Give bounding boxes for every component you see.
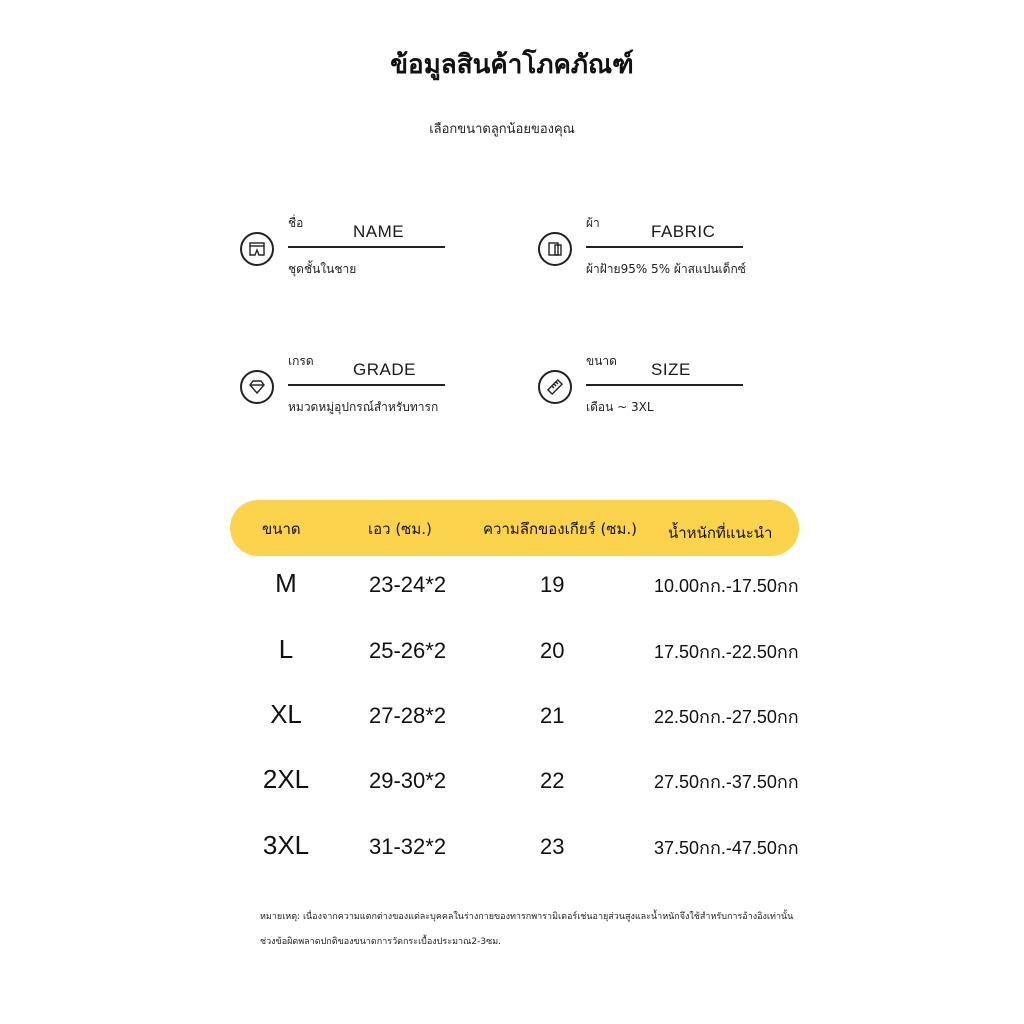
info-label-th: ขนาด <box>586 354 617 368</box>
cell-rise: 23 <box>540 834 565 859</box>
info-name <box>240 214 480 284</box>
cell-rise: 20 <box>540 638 565 663</box>
divider <box>586 246 743 248</box>
cell-weight: 37.50กก.-47.50กก <box>654 838 799 858</box>
cell-size: XL <box>270 699 302 729</box>
info-label-en: GRADE <box>353 360 416 379</box>
table-row <box>0 764 1024 804</box>
cell-size: L <box>278 634 294 664</box>
info-label-th: ชื่อ <box>288 216 304 230</box>
diamond-icon <box>240 370 274 404</box>
table-row <box>0 568 1024 608</box>
cell-weight: 22.50กก.-27.50กก <box>654 707 799 727</box>
info-label-th: ผ้า <box>586 216 600 230</box>
cell-waist: 27-28*2 <box>369 703 447 728</box>
table-row <box>0 699 1024 739</box>
page-subtitle: เลือกขนาดลูกน้อยของคุณ <box>429 122 575 137</box>
cell-waist: 23-24*2 <box>369 572 447 597</box>
cell-weight: 10.00กก.-17.50กก <box>654 576 799 596</box>
cell-weight: 17.50กก.-22.50กก <box>654 642 799 662</box>
cell-size: M <box>275 568 297 598</box>
ruler-icon <box>538 370 572 404</box>
header-weight: น้ำหนักที่แนะนำ <box>668 524 773 542</box>
info-grade <box>240 352 480 422</box>
info-value: เดือน ~ 3XL <box>586 400 654 414</box>
footnote-line-2: ช่วงข้อผิดพลาดปกติของขนาดการวัดกระเบื้องประมาณ2-3ซม. <box>260 937 502 947</box>
cell-size: 3XL <box>262 830 310 860</box>
info-label-en: SIZE <box>651 360 691 379</box>
info-label-en: FABRIC <box>651 222 716 241</box>
cell-waist: 29-30*2 <box>369 768 447 793</box>
cell-rise: 21 <box>540 703 565 728</box>
info-fabric <box>538 214 778 284</box>
cell-size: 2XL <box>262 764 310 794</box>
info-label-en: NAME <box>353 222 405 241</box>
table-header <box>230 500 799 556</box>
info-value: ชุดชั้นในชาย <box>288 262 357 276</box>
info-size <box>538 352 778 422</box>
fabric-icon <box>538 232 572 266</box>
cell-waist: 25-26*2 <box>369 638 447 663</box>
cell-weight: 27.50กก.-37.50กก <box>654 772 799 792</box>
underwear-icon <box>240 232 274 266</box>
header-size: ขนาด <box>262 520 301 538</box>
footnote-line-1: หมายเหตุ: เนื่องจากความแตกต่างของแต่ละบุคคลในร่างกายของทารกพารามิเตอร์เช่นอายุส่วนสูงและน้ำหนักจึงใช้สำหรับการอ้างอิงเท่านั้น <box>260 912 794 922</box>
info-value: ผ้าฝ้าย95% 5% ผ้าสแปนเด็กซ์ <box>586 262 746 276</box>
table-row <box>0 634 1024 674</box>
header-waist: เอว (ซม.) <box>368 520 432 538</box>
divider <box>586 384 743 386</box>
cell-rise: 19 <box>540 572 565 597</box>
header-rise: ความลึกของเกียร์ (ซม.) <box>483 520 637 538</box>
divider <box>288 246 445 248</box>
divider <box>288 384 445 386</box>
info-value: หมวดหมู่อุปกรณ์สำหรับทารก <box>288 400 439 414</box>
cell-rise: 22 <box>540 768 565 793</box>
cell-waist: 31-32*2 <box>369 834 447 859</box>
page-title: ข้อมูลสินค้าโภคภัณฑ์ <box>390 50 634 80</box>
info-label-th: เกรด <box>288 354 314 368</box>
table-row <box>0 830 1024 870</box>
